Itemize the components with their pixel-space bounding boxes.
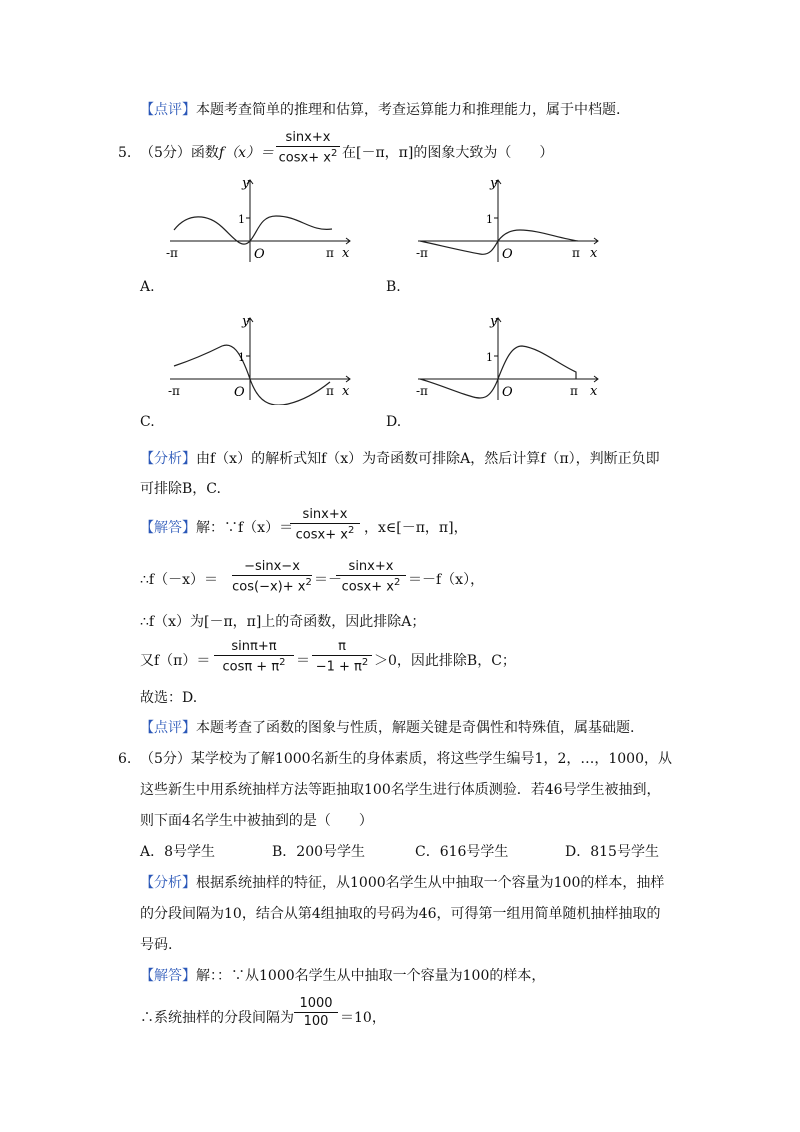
question-5-suffix: 在[－π，π]的图象大致为（ ） <box>342 145 554 161</box>
solution-6-line2-suffix: ＝10， <box>340 1010 386 1026</box>
fraction-numerator: π <box>338 639 346 654</box>
analysis-6-line2: 的分段间隔为10，结合从第4组抽取的号码为46，可得第一组用简单随机抽样抽取的 <box>140 906 661 922</box>
graph-label-c: C. <box>140 414 155 430</box>
fraction-denominator: $\cos x+ x^2$ <box>278 148 338 166</box>
solution-5-line1 <box>140 521 293 535</box>
origin-label: O <box>234 385 245 400</box>
analysis-tag: 【分析】 <box>140 451 196 467</box>
solution-5-line5: 故选：D. <box>140 690 198 706</box>
graph-a <box>160 172 360 267</box>
solution-tag: 【解答】 <box>140 520 196 536</box>
curve <box>174 345 330 405</box>
neg-pi-label: -π <box>168 384 180 398</box>
analysis-6-line3: 号码. <box>140 937 173 953</box>
graph-label-d: D. <box>386 414 402 430</box>
analysis-text: 根据系统抽样的特征，从1000名学生从中抽取一个容量为100的样本，抽样 <box>196 875 665 891</box>
x-label: x <box>590 246 598 261</box>
question-5-intro: （5分）函数 <box>140 145 219 161</box>
graph-label-b: B. <box>386 279 401 295</box>
solution-5-fraction-2 <box>232 560 312 593</box>
analysis-tag: 【分析】 <box>140 875 196 891</box>
x-label: x <box>342 246 350 261</box>
question-5-number: 5. <box>118 145 132 161</box>
question-6-option-b: B．200号学生 <box>272 844 366 860</box>
solution-6-line1 <box>140 969 545 983</box>
neg-pi-label: -π <box>416 246 428 260</box>
review-tag: 【点评】 <box>140 102 196 118</box>
x-label: x <box>590 384 598 399</box>
curve <box>174 216 332 244</box>
question-5-prefix <box>140 146 274 160</box>
graph-b <box>408 172 608 267</box>
question-6-line1: （5分）某学校为了解1000名新生的身体素质，将这些学生编号1，2，…，1000，从 <box>140 751 672 767</box>
solution-5-line4-prefix: 又f（π）＝ <box>140 653 211 669</box>
solution-5-line2-prefix: ∴f（－x）＝ <box>140 572 218 588</box>
solution-5-fraction-5 <box>312 640 372 673</box>
pi-label: π <box>572 246 580 260</box>
solution-5-line4-eq: ＝ <box>296 653 310 669</box>
fraction-denominator: $\cos\pi + \pi^2$ <box>222 657 286 675</box>
fraction-denominator: 100 <box>303 1014 329 1029</box>
tick-one: 1 <box>486 213 493 226</box>
question-5-fraction <box>276 131 340 164</box>
analysis-6-line1 <box>140 876 664 890</box>
question-6-option-a: A．8号学生 <box>140 844 216 860</box>
pi-label: π <box>326 384 334 398</box>
tick-one: 1 <box>238 351 245 364</box>
review-text: 本题考查了函数的图象与性质，解题关键是奇偶性和特殊值，属基础题. <box>196 720 635 736</box>
origin-label: O <box>502 247 513 262</box>
fraction-denominator: $\cos x+ x^2$ <box>295 525 355 543</box>
solution-5-line1-suffix: ，x∈[－π，π]， <box>364 520 468 536</box>
analysis-text: 由f（x）的解析式知f（x）为奇函数可排除A，然后计算f（π），判断正负即 <box>196 451 660 467</box>
tick-one: 1 <box>238 213 245 226</box>
solution-5-fraction-4 <box>214 640 294 673</box>
solution-5-line4-suffix: ＞0，因此排除B，C； <box>374 653 516 669</box>
solution-tag: 【解答】 <box>140 968 196 984</box>
graph-label-a: A. <box>140 279 155 295</box>
question-5-function: f（x）＝ <box>218 145 274 161</box>
fraction-bar <box>276 146 340 147</box>
x-label: x <box>342 384 350 399</box>
neg-pi-label: -π <box>166 246 178 260</box>
review-tag: 【点评】 <box>140 720 196 736</box>
solution-5-fraction-3 <box>336 560 406 593</box>
fraction-numerator: −sinx−x <box>244 559 300 574</box>
fraction-denominator: $-1 + \pi^2$ <box>315 657 369 675</box>
question-6-option-c: C．616号学生 <box>415 844 509 860</box>
review-line <box>140 103 620 117</box>
y-label: y <box>242 176 250 191</box>
fraction-numerator: sinπ+π <box>231 639 277 654</box>
question-6-line3: 则下面4名学生中被抽到的是（ ） <box>140 813 373 829</box>
fraction-denominator: $\cos x+ x^2$ <box>341 577 401 595</box>
review-line-2 <box>140 721 634 735</box>
tick-one: 1 <box>486 351 493 364</box>
fraction-numerator: sinx+x <box>302 507 348 522</box>
question-6-number: 6. <box>118 751 132 767</box>
y-label: y <box>490 314 498 329</box>
solution-6-fraction <box>294 997 338 1028</box>
origin-label: O <box>502 385 513 400</box>
graph-c <box>160 310 360 405</box>
pi-label: π <box>326 246 334 260</box>
fraction-numerator: 1000 <box>299 996 333 1011</box>
pi-label: π <box>570 384 578 398</box>
solution-5-fraction-1 <box>290 508 360 541</box>
solution-6-line2-prefix: ∴系统抽样的分段间隔为 <box>140 1010 294 1026</box>
y-label: y <box>490 176 498 191</box>
question-6-line2: 这些新生中用系统抽样方法等距抽取100名学生进行体质测验．若46号学生被抽到， <box>140 782 661 798</box>
question-6-option-d: D．815号学生 <box>565 844 659 860</box>
fraction-numerator: sinx+x <box>285 130 331 145</box>
neg-pi-label: -π <box>416 384 428 398</box>
review-text: 本题考查简单的推理和估算，考查运算能力和推理能力，属于中档题. <box>196 102 621 118</box>
analysis-5-line1 <box>140 452 660 466</box>
fraction-numerator: sinx+x <box>348 559 394 574</box>
graph-d <box>408 310 608 405</box>
y-label: y <box>242 314 250 329</box>
solution-text: 解：∵f（x）＝ <box>196 520 294 536</box>
solution-5-line2-mid: ＝－ <box>314 572 342 588</box>
solution-5-line2-suffix: ＝－f（x）， <box>408 572 485 588</box>
fraction-denominator: $\cos(-x)+ x^2$ <box>232 577 312 595</box>
analysis-5-line2: 可排除B，C. <box>140 481 221 497</box>
curve <box>420 230 578 254</box>
solution-text: 解：：∵从1000名学生从中抽取一个容量为100的样本， <box>196 968 546 984</box>
origin-label: O <box>254 247 265 262</box>
solution-5-line3: ∴f（x）为[－π，π]上的奇函数，因此排除A； <box>140 614 426 630</box>
